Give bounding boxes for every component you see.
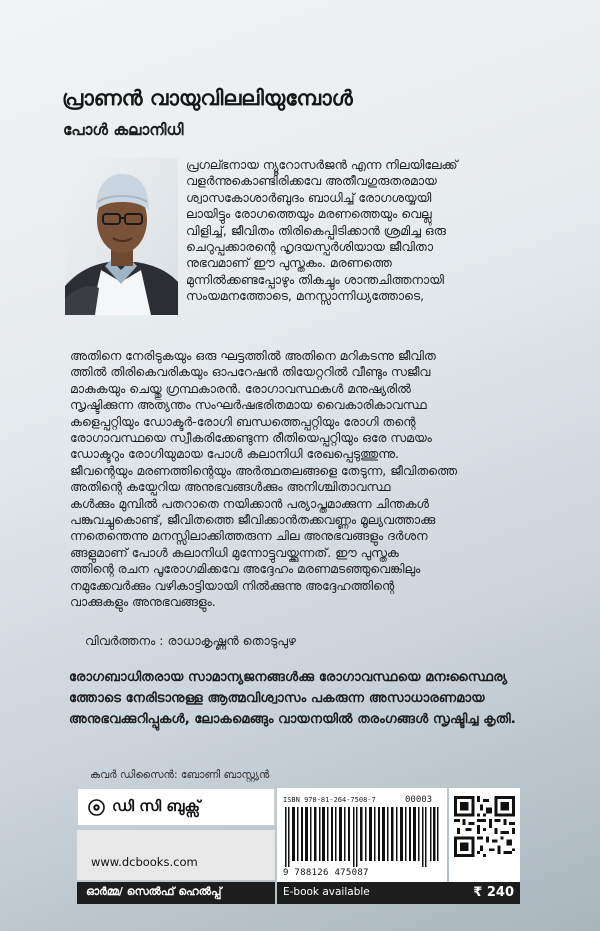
blurb-line: സൃഷ്ടിക്കുന്ന അത്യന്തം സംഘർഷഭരിതമായ വൈകാരികാവസ്ഥ xyxy=(70,397,427,413)
blurb-line: രോഗാവസ്ഥയെ സ്വീകരിക്കേണ്ടുന്ന രീതിയെപ്പറ്റിയും ഒരേ സമയം xyxy=(70,430,432,446)
publisher-website: www.dcbooks.com xyxy=(91,855,198,869)
blurb-line: ങ്ങളുമാണ് പോൾ കലാനിധി മുന്നോട്ടുവയ്ക്കുന്നത്. ഈ പുസ്തക xyxy=(70,544,399,560)
translator-credit xyxy=(85,633,296,649)
blurb-line: മാകുകയും ചെയ്തു ഗ്രന്ഥകാരൻ. രോഗാവസ്ഥകൾ മനുഷ്യരിൽ xyxy=(70,380,411,396)
blurb-line: കളെപ്പറ്റിയും ഡോക്ടർ-രോഗി ബന്ധത്തെപ്പറ്റിയും രോഗി തന്റെ xyxy=(70,413,416,429)
book-title: പ്രാണൻ വായുവിലലിയുമ്പോൾ xyxy=(62,86,353,110)
publisher-name: ഡി സി ബുക്സ് xyxy=(112,797,201,815)
tagline-line: അനുഭവക്കുറിപ്പുകൾ, ലോകമെങ്ങും വായനയിൽ തരംഗങ്ങൾ സൃഷ്ടിച്ച കൃതി. xyxy=(69,712,516,727)
book-price: ₹ 240 xyxy=(473,885,514,900)
blurb-line: ത്തിൽ തിരികെവരികയും ഓപറേഷൻ തിയേറ്ററിൽ വീണ്ടും സജീവ xyxy=(70,364,431,380)
publisher-footer xyxy=(77,788,520,904)
blurb-line: നമുക്കേവർക്കും വഴികാട്ടിയായി നിൽക്കുന്നു അദ്ദേഹത്തിന്റെ xyxy=(70,577,395,593)
category-bar xyxy=(77,882,275,904)
cover-credit-text: കവർ ഡിസൈൻ: ബോണി ബാസ്റ്റ്യൻ xyxy=(90,769,270,781)
blurb-line: വാക്കുകളും അനുഭവങ്ങളും. xyxy=(70,594,216,610)
blurb-line: ഡോക്ടറും രോഗിയുമായ പോൾ കലാനിധി രേഖപ്പെടുത്തുന്നു. xyxy=(70,446,399,462)
tagline-line: രോഗബാധിതരായ സാമാന്യജനങ്ങൾക്കു രോഗാവസ്ഥയെ മനഃസ്ഥൈര്യ xyxy=(69,670,508,685)
publisher-logo-panel xyxy=(77,788,275,826)
blurb-wrapped xyxy=(186,157,457,305)
blurb-line: ശ്വാസകോശാർബുദം ബാധിച്ച് രോഗശയ്യയി xyxy=(186,189,432,205)
blurb-line: നുഭവമാണ് ഈ പുസ്തകം. മരണത്തെ xyxy=(186,255,392,271)
blurb-line: കൾക്കും മുമ്പിൽ പതറാതെ നയിക്കാൻ പര്യാപ്തമാക്കുന്ന ചിന്തകൾ xyxy=(70,495,429,511)
blurb-line: അതിന്റെ കയ്പേറിയ അനുഭവങ്ങൾക്കും അനിശ്ചിതാവസ്ഥ xyxy=(70,479,391,495)
blurb-line: ന്നതെന്തെന്നു മനസ്സിലാക്കിത്തരുന്ന ചില അനുഭവങ്ങളും ദർശന xyxy=(70,528,428,544)
ebook-price-bar xyxy=(277,882,520,904)
blurb-line: ത്തിന്റെ രചന പൂരോഗമിക്കവേ അദ്ദേഹം മരണമടഞ്ഞുവെങ്കിലും xyxy=(70,561,421,577)
qr-code-icon xyxy=(454,796,515,857)
blurb-line: ജീവന്റെയും മരണത്തിന്റെയും അർത്ഥതലങ്ങളെ തേടുന്ന, ജീവിതത്തെ xyxy=(70,462,457,478)
blurb-line: ലായിട്ടും രോഗത്തെയും മരണത്തെയും വെല്ലു xyxy=(186,206,432,222)
isbn-barcode xyxy=(277,788,447,882)
isbn-digits: 9 788126 475087 xyxy=(283,868,369,878)
ebook-label: E-book available xyxy=(283,886,370,898)
blurb-full xyxy=(70,348,457,611)
blurb-line: പ്രഗല്ഭനായ ന്യൂറോസർജൻ എന്ന നിലയിലേക്ക് xyxy=(186,157,458,172)
blurb-line: ചെറുപ്പക്കാരന്റെ ഹൃദയസ്പർശിയായ ജീവിതാ xyxy=(186,239,434,255)
blurb-line: സംയമനത്തോടെ, മനസ്സാന്നിധ്യത്തോടെ, xyxy=(186,288,425,304)
blurb-line: അതിനെ നേരിടുകയും ഒരു ഘട്ടത്തിൽ അതിനെ മറികടന്നു ജീവിത xyxy=(70,348,436,363)
author-name: പോൾ കലാനിധി xyxy=(63,121,184,139)
blurb-line: മുന്നിൽക്കണ്ടപ്പോഴും തികച്ചും ശാന്തചിത്തനായി xyxy=(186,271,444,287)
tagline-line: ത്തോടെ നേരിടാനുള്ള ആത്മവിശ്വാസം പകരുന്ന അസാധാരണമായ xyxy=(69,691,485,706)
blurb-line: വളർന്നുകൊണ്ടിരിക്കവേ അതീവഗുരുതരമായ xyxy=(186,173,437,189)
blurb-line: വിളിച്ച്, ജീവിതം തിരികെപ്പിടിക്കാൻ ശ്രമിച്ച ഒരു xyxy=(186,222,446,238)
book-category: ഓർമ്മ/ സെൽഫ് ഹെൽപ്പ് xyxy=(86,885,222,898)
author-photo xyxy=(65,158,178,315)
qr-code-panel xyxy=(449,788,520,882)
blurb-line: പങ്കുവച്ചുകൊണ്ട്, ജീവിതത്തെ ജീവിക്കാൻതക്കവണ്ണം മൂല്യവത്താക്കു xyxy=(70,512,436,528)
dc-books-logo-icon xyxy=(88,799,105,816)
price-code: 00003 xyxy=(405,795,433,805)
tagline xyxy=(69,667,516,730)
barcode-bars xyxy=(283,807,441,867)
website-panel xyxy=(77,830,275,880)
cover-design-credit xyxy=(90,769,269,782)
translator-text: വിവർത്തനം : രാധാകൃഷ്ണൻ തൊടുപുഴ xyxy=(85,633,296,648)
isbn-label: ISBN 978-81-264-7508-7 xyxy=(283,796,376,804)
